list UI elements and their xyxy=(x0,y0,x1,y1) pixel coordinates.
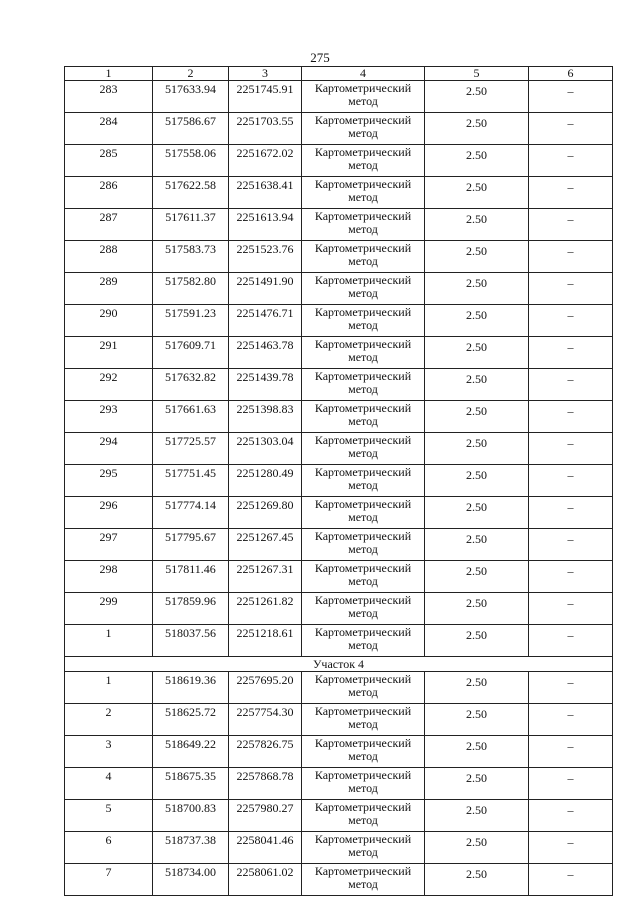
coord-x: 518734.00 xyxy=(153,864,229,896)
coord-y: 2258061.02 xyxy=(229,864,302,896)
table-row xyxy=(65,736,613,768)
method-cell: Картометрический метод xyxy=(302,561,425,593)
accuracy-cell: 2.50 xyxy=(425,625,529,657)
coord-y: 2251703.55 xyxy=(229,113,302,145)
method-cell: Картометрический метод xyxy=(302,768,425,800)
section-title: Участок 4 xyxy=(65,657,613,672)
accuracy-cell: 2.50 xyxy=(425,832,529,864)
coordinates-table xyxy=(64,66,613,896)
table-row xyxy=(65,832,613,864)
method-cell: Картометрический метод xyxy=(302,209,425,241)
table-row xyxy=(65,497,613,529)
point-number: 6 xyxy=(65,832,153,864)
coord-x: 517859.96 xyxy=(153,593,229,625)
method-cell: Картометрический метод xyxy=(302,81,425,113)
method-cell: Картометрический метод xyxy=(302,736,425,768)
point-number: 289 xyxy=(65,273,153,305)
point-number: 286 xyxy=(65,177,153,209)
note-cell: – xyxy=(529,145,613,177)
method-cell: Картометрический метод xyxy=(302,241,425,273)
accuracy-cell: 2.50 xyxy=(425,401,529,433)
column-header: 6 xyxy=(529,67,613,81)
table-row xyxy=(65,864,613,896)
point-number: 299 xyxy=(65,593,153,625)
table-row xyxy=(65,625,613,657)
note-cell: – xyxy=(529,672,613,704)
coord-y: 2251267.45 xyxy=(229,529,302,561)
coord-y: 2251269.80 xyxy=(229,497,302,529)
table-row xyxy=(65,337,613,369)
table-row xyxy=(65,369,613,401)
section-row xyxy=(65,657,613,672)
accuracy-cell: 2.50 xyxy=(425,672,529,704)
coord-x: 517583.73 xyxy=(153,241,229,273)
coord-y: 2257695.20 xyxy=(229,672,302,704)
coord-x: 517611.37 xyxy=(153,209,229,241)
coord-y: 2257754.30 xyxy=(229,704,302,736)
table-row xyxy=(65,273,613,305)
point-number: 295 xyxy=(65,465,153,497)
coord-y: 2251261.82 xyxy=(229,593,302,625)
point-number: 285 xyxy=(65,145,153,177)
coord-y: 2251218.61 xyxy=(229,625,302,657)
point-number: 294 xyxy=(65,433,153,465)
header-row xyxy=(65,67,613,81)
table-row xyxy=(65,672,613,704)
coord-y: 2257868.78 xyxy=(229,768,302,800)
table-row xyxy=(65,113,613,145)
method-cell: Картометрический метод xyxy=(302,273,425,305)
coord-x: 517811.46 xyxy=(153,561,229,593)
method-cell: Картометрический метод xyxy=(302,401,425,433)
table-row xyxy=(65,241,613,273)
coord-x: 517795.67 xyxy=(153,529,229,561)
coord-x: 518675.35 xyxy=(153,768,229,800)
note-cell: – xyxy=(529,593,613,625)
accuracy-cell: 2.50 xyxy=(425,736,529,768)
accuracy-cell: 2.50 xyxy=(425,433,529,465)
method-cell: Картометрический метод xyxy=(302,704,425,736)
method-cell: Картометрический метод xyxy=(302,305,425,337)
method-cell: Картометрический метод xyxy=(302,113,425,145)
coord-y: 2251439.78 xyxy=(229,369,302,401)
coord-x: 517582.80 xyxy=(153,273,229,305)
note-cell: – xyxy=(529,768,613,800)
point-number: 283 xyxy=(65,81,153,113)
coord-y: 2251280.49 xyxy=(229,465,302,497)
coord-x: 518649.22 xyxy=(153,736,229,768)
table-row xyxy=(65,561,613,593)
table-row xyxy=(65,800,613,832)
method-cell: Картометрический метод xyxy=(302,672,425,704)
coord-y: 2251491.90 xyxy=(229,273,302,305)
coord-x: 518625.72 xyxy=(153,704,229,736)
table-row xyxy=(65,529,613,561)
accuracy-cell: 2.50 xyxy=(425,145,529,177)
accuracy-cell: 2.50 xyxy=(425,497,529,529)
point-number: 292 xyxy=(65,369,153,401)
coord-x: 517661.63 xyxy=(153,401,229,433)
table-row xyxy=(65,593,613,625)
point-number: 293 xyxy=(65,401,153,433)
accuracy-cell: 2.50 xyxy=(425,864,529,896)
note-cell: – xyxy=(529,305,613,337)
accuracy-cell: 2.50 xyxy=(425,177,529,209)
point-number: 298 xyxy=(65,561,153,593)
point-number: 1 xyxy=(65,625,153,657)
point-number: 290 xyxy=(65,305,153,337)
coord-x: 517622.58 xyxy=(153,177,229,209)
note-cell: – xyxy=(529,625,613,657)
point-number: 297 xyxy=(65,529,153,561)
coord-x: 517751.45 xyxy=(153,465,229,497)
table-row xyxy=(65,768,613,800)
table-row xyxy=(65,465,613,497)
method-cell: Картометрический метод xyxy=(302,832,425,864)
note-cell: – xyxy=(529,369,613,401)
column-header: 5 xyxy=(425,67,529,81)
point-number: 7 xyxy=(65,864,153,896)
note-cell: – xyxy=(529,433,613,465)
accuracy-cell: 2.50 xyxy=(425,337,529,369)
point-number: 3 xyxy=(65,736,153,768)
accuracy-cell: 2.50 xyxy=(425,81,529,113)
coord-y: 2251523.76 xyxy=(229,241,302,273)
accuracy-cell: 2.50 xyxy=(425,529,529,561)
coord-y: 2251398.83 xyxy=(229,401,302,433)
table-row xyxy=(65,145,613,177)
coord-x: 517725.57 xyxy=(153,433,229,465)
note-cell: – xyxy=(529,241,613,273)
coord-y: 2258041.46 xyxy=(229,832,302,864)
method-cell: Картометрический метод xyxy=(302,625,425,657)
column-header: 3 xyxy=(229,67,302,81)
note-cell: – xyxy=(529,177,613,209)
note-cell: – xyxy=(529,561,613,593)
note-cell: – xyxy=(529,465,613,497)
coord-x: 517633.94 xyxy=(153,81,229,113)
column-header: 2 xyxy=(153,67,229,81)
coord-x: 518037.56 xyxy=(153,625,229,657)
point-number: 1 xyxy=(65,672,153,704)
coord-x: 517774.14 xyxy=(153,497,229,529)
accuracy-cell: 2.50 xyxy=(425,209,529,241)
table-row xyxy=(65,433,613,465)
point-number: 288 xyxy=(65,241,153,273)
method-cell: Картометрический метод xyxy=(302,864,425,896)
accuracy-cell: 2.50 xyxy=(425,561,529,593)
note-cell: – xyxy=(529,704,613,736)
accuracy-cell: 2.50 xyxy=(425,800,529,832)
page-number: 275 xyxy=(310,50,330,65)
table-row xyxy=(65,704,613,736)
coord-y: 2251267.31 xyxy=(229,561,302,593)
coord-x: 517558.06 xyxy=(153,145,229,177)
table-row xyxy=(65,305,613,337)
accuracy-cell: 2.50 xyxy=(425,465,529,497)
coord-x: 517591.23 xyxy=(153,305,229,337)
method-cell: Картометрический метод xyxy=(302,465,425,497)
note-cell: – xyxy=(529,529,613,561)
method-cell: Картометрический метод xyxy=(302,337,425,369)
note-cell: – xyxy=(529,401,613,433)
accuracy-cell: 2.50 xyxy=(425,273,529,305)
table-row xyxy=(65,177,613,209)
note-cell: – xyxy=(529,273,613,305)
accuracy-cell: 2.50 xyxy=(425,369,529,401)
note-cell: – xyxy=(529,832,613,864)
coord-y: 2251613.94 xyxy=(229,209,302,241)
method-cell: Картометрический метод xyxy=(302,497,425,529)
accuracy-cell: 2.50 xyxy=(425,768,529,800)
point-number: 5 xyxy=(65,800,153,832)
coord-y: 2251463.78 xyxy=(229,337,302,369)
coord-y: 2251303.04 xyxy=(229,433,302,465)
table-row xyxy=(65,81,613,113)
point-number: 291 xyxy=(65,337,153,369)
coord-x: 518619.36 xyxy=(153,672,229,704)
accuracy-cell: 2.50 xyxy=(425,593,529,625)
method-cell: Картометрический метод xyxy=(302,800,425,832)
note-cell: – xyxy=(529,800,613,832)
coord-y: 2251745.91 xyxy=(229,81,302,113)
note-cell: – xyxy=(529,864,613,896)
note-cell: – xyxy=(529,209,613,241)
coord-y: 2257826.75 xyxy=(229,736,302,768)
coord-x: 517586.67 xyxy=(153,113,229,145)
method-cell: Картометрический метод xyxy=(302,369,425,401)
point-number: 284 xyxy=(65,113,153,145)
note-cell: – xyxy=(529,113,613,145)
note-cell: – xyxy=(529,736,613,768)
point-number: 287 xyxy=(65,209,153,241)
note-cell: – xyxy=(529,81,613,113)
coord-y: 2257980.27 xyxy=(229,800,302,832)
coord-x: 518737.38 xyxy=(153,832,229,864)
method-cell: Картометрический метод xyxy=(302,177,425,209)
accuracy-cell: 2.50 xyxy=(425,704,529,736)
method-cell: Картометрический метод xyxy=(302,593,425,625)
note-cell: – xyxy=(529,497,613,529)
column-header: 1 xyxy=(65,67,153,81)
method-cell: Картометрический метод xyxy=(302,529,425,561)
accuracy-cell: 2.50 xyxy=(425,113,529,145)
accuracy-cell: 2.50 xyxy=(425,241,529,273)
method-cell: Картометрический метод xyxy=(302,433,425,465)
method-cell: Картометрический метод xyxy=(302,145,425,177)
accuracy-cell: 2.50 xyxy=(425,305,529,337)
table-row xyxy=(65,209,613,241)
column-header: 4 xyxy=(302,67,425,81)
coord-x: 518700.83 xyxy=(153,800,229,832)
note-cell: – xyxy=(529,337,613,369)
coord-y: 2251638.41 xyxy=(229,177,302,209)
coord-y: 2251672.02 xyxy=(229,145,302,177)
coord-x: 517632.82 xyxy=(153,369,229,401)
table-row xyxy=(65,401,613,433)
point-number: 2 xyxy=(65,704,153,736)
coord-y: 2251476.71 xyxy=(229,305,302,337)
coord-x: 517609.71 xyxy=(153,337,229,369)
point-number: 296 xyxy=(65,497,153,529)
point-number: 4 xyxy=(65,768,153,800)
